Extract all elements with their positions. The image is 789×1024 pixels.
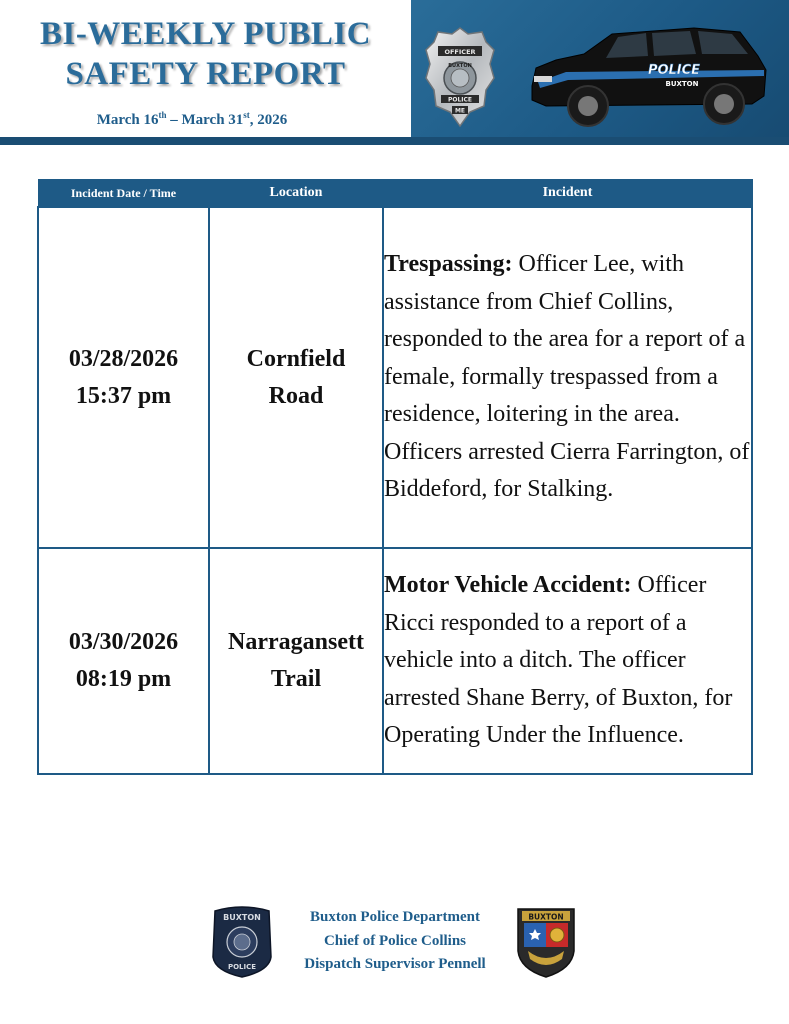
incident-table: [37, 179, 753, 775]
incident-text: Officer Lee, with assistance from Chief Collins, responded to the area for a report of a female, formally trespassed from a residence, loitering in the area. Officers arrested Cierra Farrington, of Biddeford, for Stalking.: [384, 251, 750, 503]
incident-location: Cornfield Road: [209, 207, 383, 548]
police-badge-icon: [424, 26, 496, 128]
header-location: Location: [209, 180, 383, 208]
incident-date-time: [38, 207, 209, 548]
car-decal-text: POLICE: [647, 63, 701, 78]
footer-dispatch: Dispatch Supervisor Pennell: [304, 956, 486, 972]
incident-type: Motor Vehicle Accident:: [384, 572, 632, 599]
footer-chief: Chief of Police Collins: [323, 932, 467, 949]
car-town-text: BUXTON: [665, 80, 699, 88]
police-patch-bottom-text: POLICE: [227, 963, 257, 971]
badge-town-text: BUXTON: [448, 63, 472, 69]
report-title-line2: SAFETY REPORT: [65, 56, 346, 92]
police-patch-icon: [211, 905, 273, 979]
table-row: [38, 548, 752, 774]
incident-time: 15:37 pm: [75, 382, 172, 409]
incident-date: 03/28/2026: [68, 345, 179, 372]
header-incident: Incident: [383, 180, 752, 208]
incident-date-time: [38, 548, 209, 774]
incident-type: Trespassing:: [384, 251, 513, 278]
incident-text: Officer Ricci responded to a report of a vehicle into a ditch. The officer arrested Shane Berry, of Buxton, for Operating Under the Influence.: [384, 572, 733, 749]
incident-description: [383, 207, 752, 548]
table-header-row: [38, 180, 752, 208]
incident-time: 08:19 pm: [75, 666, 172, 692]
badge-top-text: OFFICER: [444, 48, 476, 56]
report-date-range: March 16th – March 31st, 2026: [96, 110, 288, 128]
badge-state-text: ME: [454, 107, 466, 115]
incident-location: Narragansett Trail: [209, 548, 383, 774]
footer-credits: [280, 906, 510, 977]
badge-dept-text: POLICE: [447, 96, 473, 104]
fire-patch-top-text: BUXTON: [528, 912, 564, 922]
report-title-line1: BI-WEEKLY PUBLIC: [39, 16, 372, 52]
header-divider-bar: [0, 137, 789, 145]
incident-date: 03/30/2026: [68, 629, 179, 655]
incident-description: [383, 548, 752, 774]
header-date-time: Incident Date / Time: [38, 180, 209, 208]
table-row: [38, 207, 752, 548]
police-patch-top-text: BUXTON: [223, 913, 261, 922]
footer-department: Buxton Police Department: [310, 909, 480, 925]
police-car-image: [526, 20, 770, 130]
fire-rescue-patch-icon: [514, 905, 578, 979]
